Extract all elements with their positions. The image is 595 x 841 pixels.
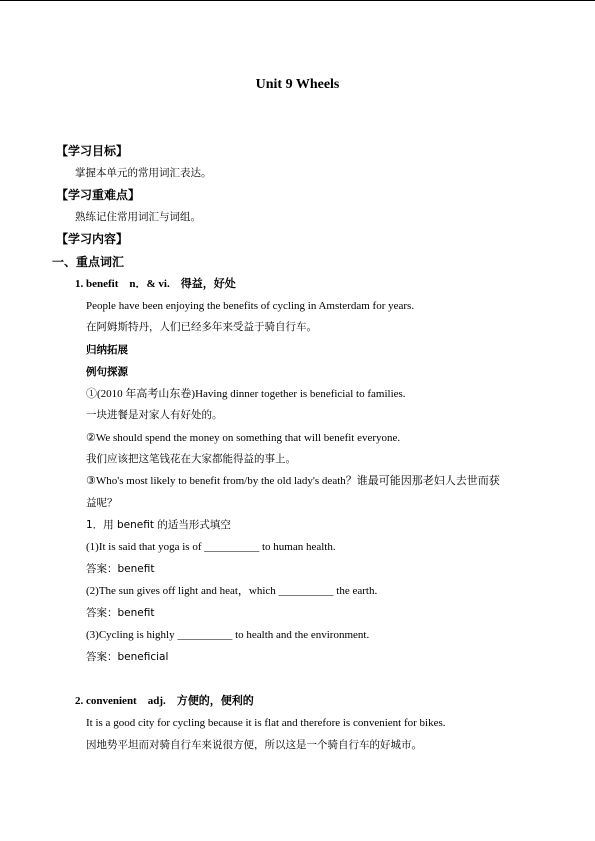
- word2-heading: 2. convenient adj. 方便的，便利的: [75, 695, 254, 707]
- exercise-answer-2: 答案：benefit: [86, 607, 155, 619]
- goal-text: 掌握本单元的常用词汇表达。: [75, 167, 212, 179]
- exercise-question-3: (3)Cycling is highly __________ to health and the environment.: [86, 629, 370, 641]
- word1-heading: 1. benefit n．& vi. 得益，好处: [75, 278, 236, 290]
- content-heading: 【学习内容】: [56, 232, 129, 246]
- extend-label: 归纳拓展: [86, 344, 128, 356]
- word1-example-cn: 在阿姆斯特丹，人们已经多年来受益于骑自行车。: [86, 321, 317, 333]
- section-title: 一、重点词汇: [52, 255, 125, 269]
- focus-heading: 【学习重难点】: [56, 188, 141, 202]
- exercise-question-1: (1)It is said that yoga is of __________ to human health.: [86, 541, 336, 553]
- word2-example-en: It is a good city for cycling because it is flat and therefore is convenient for bikes.: [86, 717, 446, 729]
- example-1-en: ①(2010 年高考山东卷)Having dinner together is beneficial to families.: [86, 388, 406, 400]
- focus-text: 熟练记住常用词汇与词组。: [75, 211, 201, 223]
- explore-label: 例句探源: [86, 366, 128, 378]
- goal-heading: 【学习目标】: [56, 144, 129, 158]
- exercise-title: 1．用 benefit 的适当形式填空: [86, 519, 231, 531]
- word1-example-en: People have been enjoying the benefits of cycling in Amsterdam for years.: [86, 300, 415, 312]
- example-1-cn: 一块进餐是对家人有好处的。: [86, 409, 223, 421]
- example-3-line2: 益呢？: [86, 497, 118, 509]
- top-border-line: [0, 0, 595, 1]
- example-2-en: ②We should spend the money on something that will benefit everyone.: [86, 432, 401, 444]
- exercise-question-2: (2)The sun gives off light and heat，which __________ the earth.: [86, 585, 378, 597]
- exercise-answer-1: 答案：benefit: [86, 563, 155, 575]
- exercise-answer-3: 答案：beneficial: [86, 651, 169, 663]
- example-2-cn: 我们应该把这笔钱花在大家都能得益的事上。: [86, 453, 296, 465]
- page-title: Unit 9 Wheels: [255, 77, 340, 92]
- example-3-line1: ③Who's most likely to benefit from/by the old lady's death？谁最可能因那老妇人去世而获: [86, 475, 500, 487]
- word2-example-cn: 因地势平坦而对骑自行车来说很方便，所以这是一个骑自行车的好城市。: [86, 739, 422, 751]
